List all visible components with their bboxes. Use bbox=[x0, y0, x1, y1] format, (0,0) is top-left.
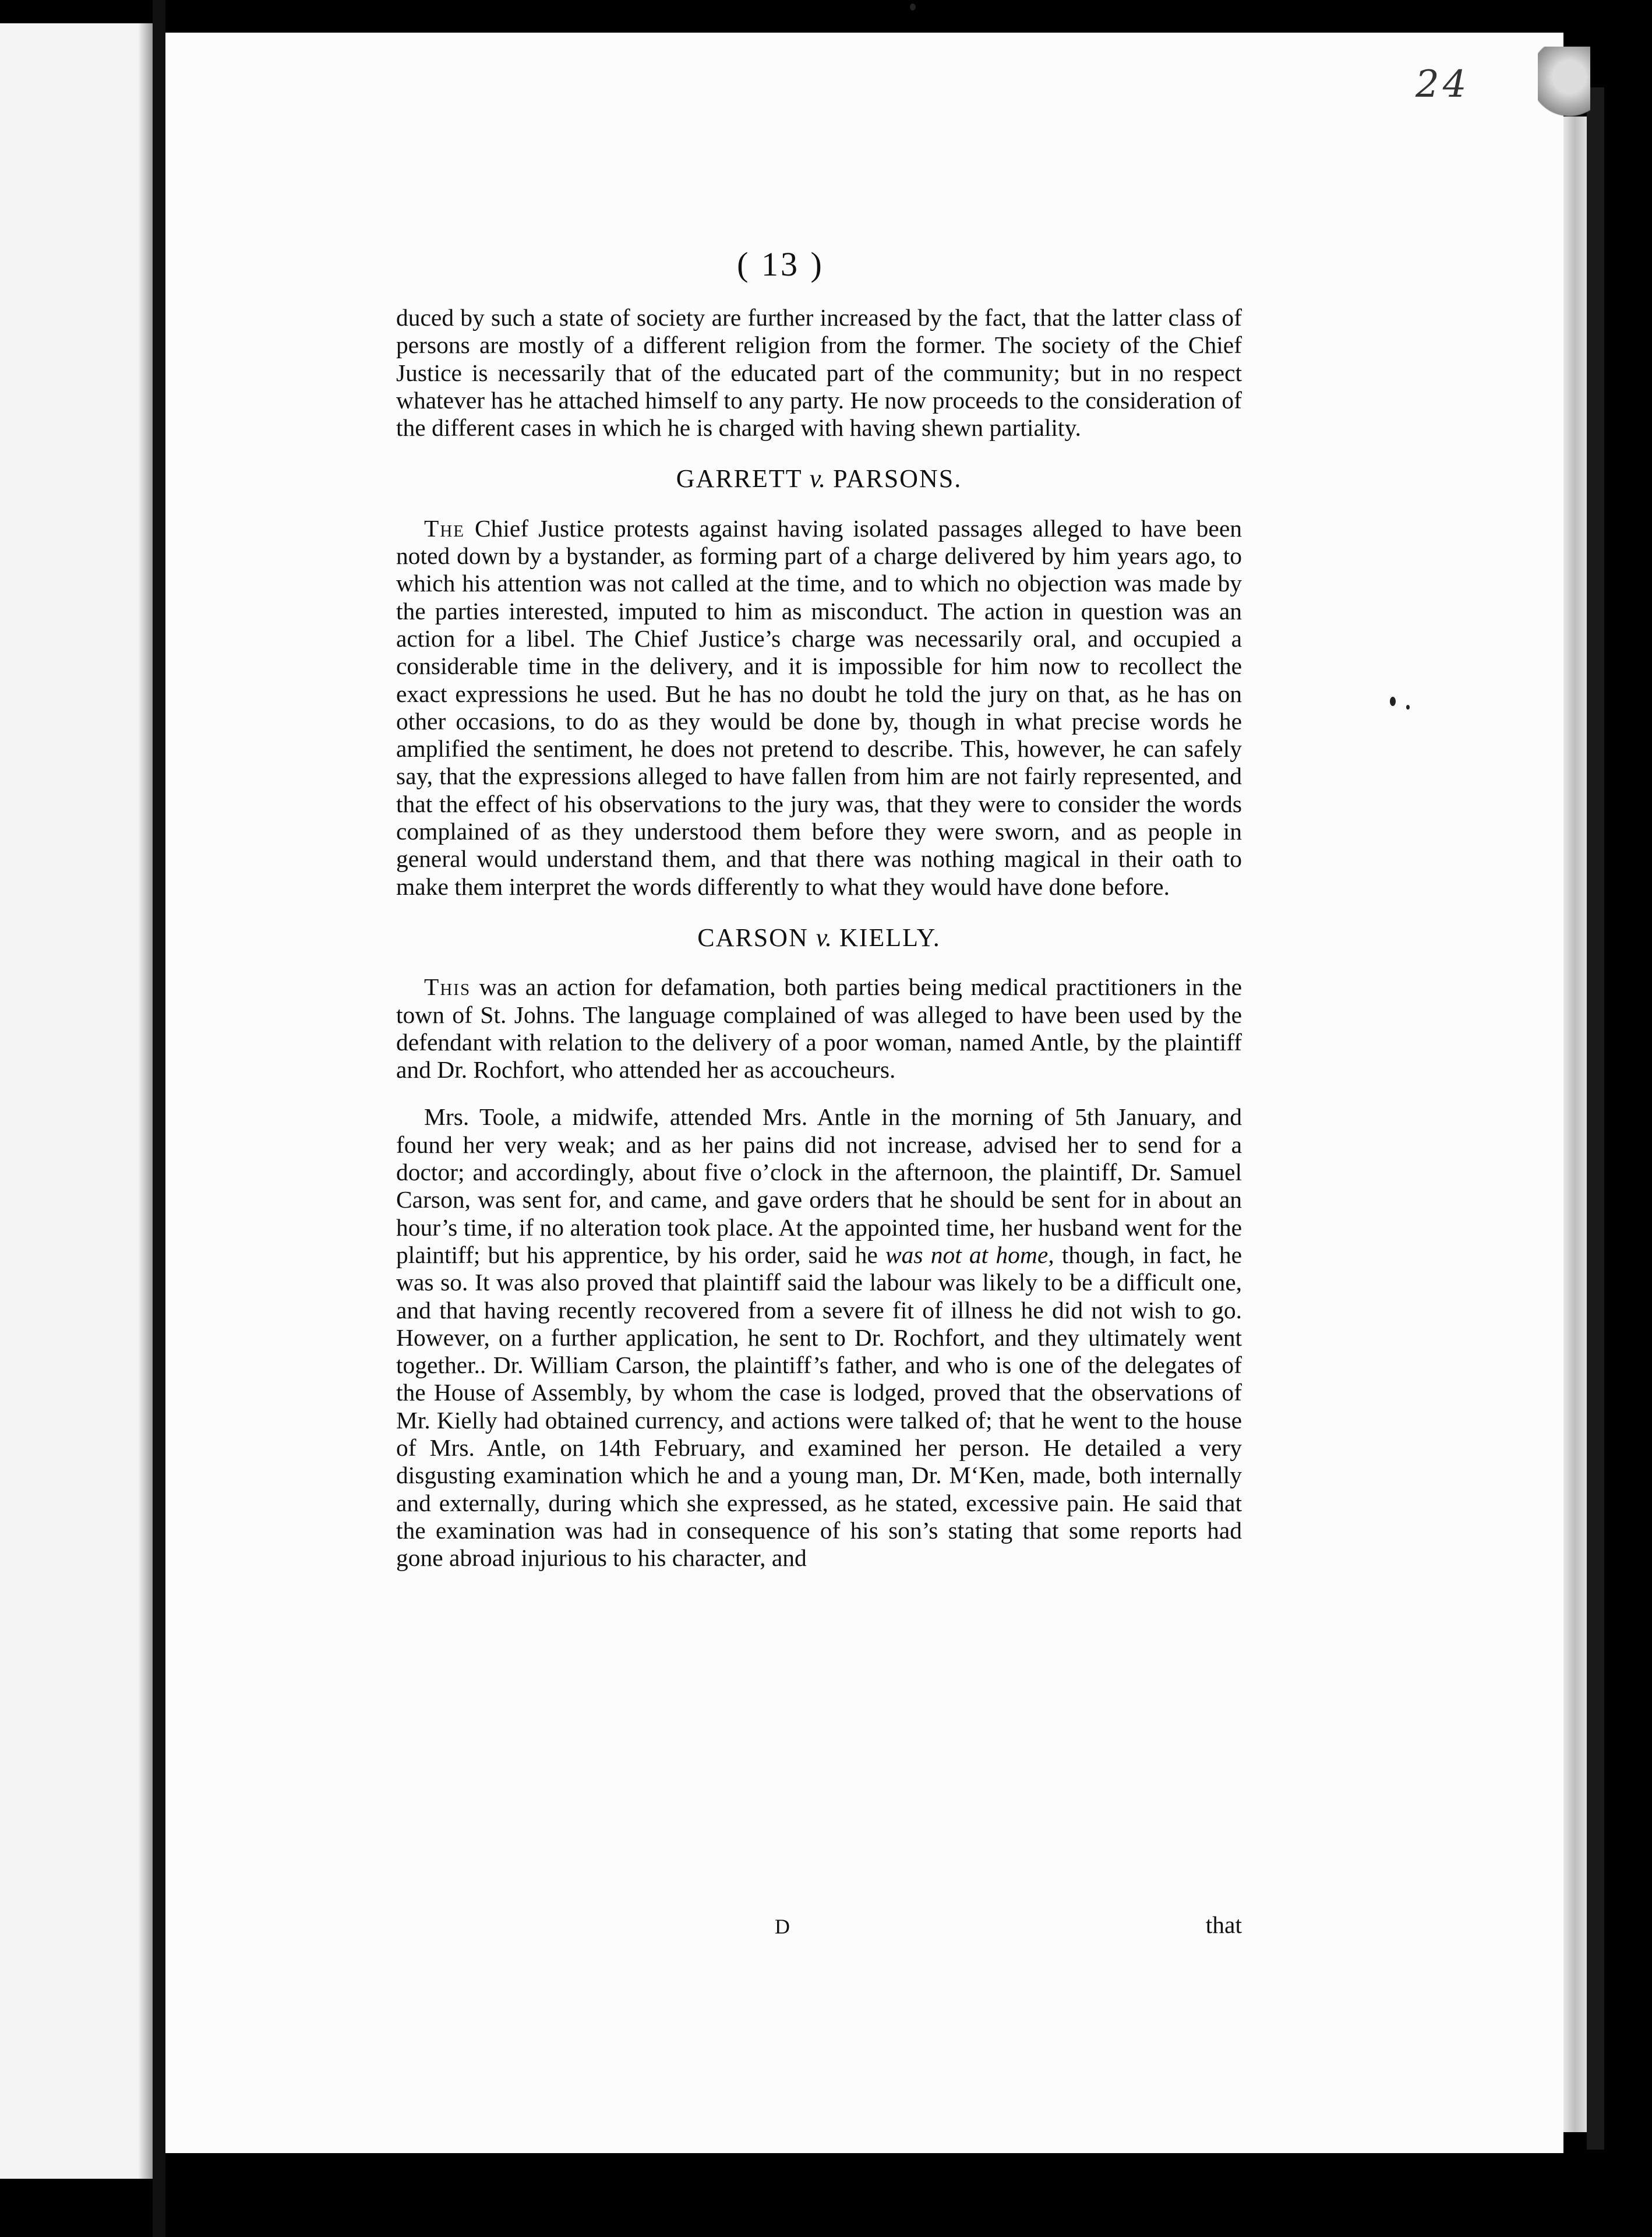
opening-paragraph: duced by such a state of society are further increased by the fact, that the latter class of persons are mostly of a different religion from the former. The society of the Chief Justice is necessarily that of the educated part of the community; but in no respect whatever has he attached himself to any party. He now proceeds to the consideration of the different cases in which he is charged with having shewn partiality. bbox=[396, 304, 1242, 442]
torn-corner bbox=[1538, 47, 1590, 122]
scan-border-right bbox=[1587, 87, 1604, 2150]
heading-versus: v. bbox=[816, 923, 832, 952]
scan-speck bbox=[1406, 705, 1410, 710]
section-heading-carson-v-kielly bbox=[396, 924, 1242, 951]
page-stack-edge bbox=[1563, 117, 1587, 2132]
garrett-paragraph bbox=[396, 515, 1242, 901]
body-text bbox=[396, 304, 1242, 1572]
lead-word: The bbox=[424, 514, 465, 542]
section-heading-garrett-v-parsons bbox=[396, 465, 1242, 492]
heading-versus: v. bbox=[809, 464, 826, 493]
catchword: that bbox=[1205, 1911, 1242, 1938]
handwritten-folio-number: 24 bbox=[1416, 63, 1470, 106]
heading-plaintiff: GARRETT bbox=[676, 464, 802, 493]
heading-defendant: PARSONS. bbox=[833, 464, 962, 493]
carson-paragraph-2 bbox=[396, 1103, 1242, 1572]
page-number: ( 13 ) bbox=[737, 245, 824, 283]
scan-speck bbox=[910, 3, 916, 10]
paragraph-text-part1: Mrs. Toole, a midwife, attended Mrs. Antle in the morning of 5th January, and found her very weak; and as her pains did not increase, advised her to send for a doctor; and accordingly, about five o’clock in the afternoon, the plaintiff, Dr. Samuel Carson, was sent for, and came, and gave orders that he should be sent for in about an hour’s time, if no alteration took place. At the appointed time, her husband went for the plaintiff; but his apprentice, by his order, said he bbox=[396, 1103, 1242, 1268]
signature-mark: D bbox=[775, 1915, 790, 1938]
paragraph-text: Chief Justice protests against having isolated passages alleged to have been noted down by a bystander, as forming part of a charge delivered by him years ago, to which his attention was not called at the time, and to which no objection was made by the parties interested, imputed to him as misconduct. The action in question was an action for a libel. The Chief Justice’s charge was necessarily oral, and occupied a considerable time in the delivery, and it is impossible for him now to recollect the exact expressions he used. But he has no doubt he told the jury on that, as he has on other occasions, to do as they would be done by, though in what precise words he amplified the sentiment, he does not pretend to describe. This, however, he can safely say, that the expressions alleged to have fallen from him are not fairly represented, and that the effect of his observations to the jury was, that they were to consider the words complained of as they understood them before they were sworn, and as people in general would understand them, and that there was nothing magical in their oath to make them interpret the words differently to what they would have done before. bbox=[396, 514, 1242, 900]
paragraph-italic-phrase: was not at home, bbox=[885, 1241, 1054, 1268]
paragraph-text: was an action for defamation, both parties being medical practitioners in the town of St. Johns. The language complained of was alleged to have been used by the defendant with relation to the delivery of a poor woman, named Antle, by the plaintiff and Dr. Rochfort, who attended her as accoucheurs. bbox=[396, 973, 1242, 1084]
page-footer bbox=[396, 1911, 1242, 1940]
lead-word: This bbox=[424, 973, 471, 1001]
heading-plaintiff: CARSON bbox=[697, 923, 809, 952]
paragraph-text-part2: though, in fact, he was so. It was also proved that plaintiff said the labour was likely to be a difficult one, and that having recently recovered from a severe fit of illness he did not wish to go. However, on a further application, he sent to Dr. Rochfort, and they ultimately went together.. Dr. William Carson, the plaintiff’s father, and who is one of the delegates of the House of Assembly, by whom the case is lodged, proved that the observations of Mr. Kielly had obtained currency, and actions were talked of; that he went to the house of Mrs. Antle, on 14th February, and examined her person. He detailed a very disgusting examination which he and a young man, Dr. M‘Ken, made, both internally and externally, during which she expressed, as he stated, excessive pain. He said that the examination was had in consequence of his son’s stating that some reports had gone abroad injurious to his character, and bbox=[396, 1241, 1242, 1572]
facing-page-shadow bbox=[139, 23, 153, 2179]
book-gutter bbox=[153, 0, 165, 2237]
facing-page-edge bbox=[0, 23, 153, 2179]
scan-speck bbox=[1390, 697, 1396, 706]
heading-defendant: KIELLY. bbox=[839, 923, 941, 952]
carson-paragraph-1 bbox=[396, 973, 1242, 1084]
